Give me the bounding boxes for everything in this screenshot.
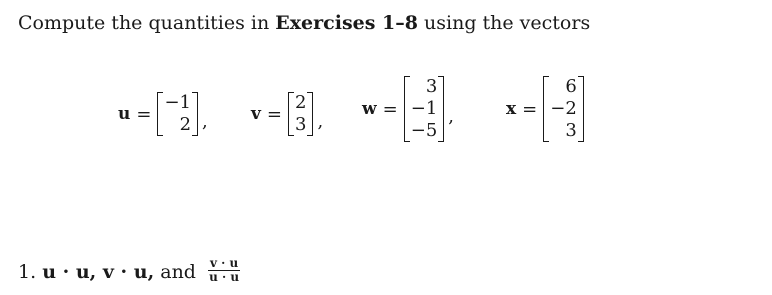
vector-x-name: x — [506, 99, 517, 119]
exercise-number: 1. — [18, 261, 37, 283]
vector-u-name: u — [118, 104, 131, 124]
vector-x-equals: = — [522, 98, 538, 120]
vector-x-entry-1: 6 — [565, 76, 577, 97]
vector-w-comma: , — [448, 105, 455, 127]
vector-v-comma: , — [317, 110, 324, 132]
exercise-intro — [18, 12, 590, 34]
vector-definitions — [0, 76, 772, 186]
vector-x — [506, 76, 584, 142]
vector-u-comma: , — [202, 110, 208, 132]
vector-u — [118, 92, 208, 136]
fraction-denominator: u · u — [209, 270, 240, 284]
vector-w-matrix — [404, 76, 445, 142]
vector-v — [251, 92, 323, 136]
intro-suffix: using the vectors — [417, 12, 591, 34]
vector-x-matrix — [543, 76, 584, 142]
vector-v-equals: = — [266, 103, 282, 125]
vector-u-matrix — [157, 92, 198, 136]
exercise-dot-products: u · u, v · u, — [42, 261, 155, 283]
vector-u-entry-2: 2 — [179, 114, 192, 135]
vector-w-entry-1: 3 — [425, 76, 438, 97]
exercise-1 — [18, 258, 240, 286]
vector-v-entry-2: 3 — [294, 114, 307, 135]
intro-prefix: Compute the quantities in — [18, 12, 276, 34]
intro-exercises-range: Exercises 1–8 — [275, 12, 418, 34]
vector-w-name: w — [362, 99, 377, 119]
vector-v-entry-1: 2 — [294, 92, 307, 113]
vector-w-entry-2: −1 — [410, 98, 438, 119]
vector-u-entry-1: −1 — [164, 92, 192, 113]
vector-x-entry-3: 3 — [565, 120, 577, 141]
vector-u-equals: = — [136, 103, 152, 125]
exercise-and: and — [154, 261, 203, 283]
fraction-numerator: v · u — [210, 256, 239, 270]
vector-w-entry-3: −5 — [410, 120, 438, 141]
vector-x-entry-2: −2 — [550, 98, 577, 119]
vector-v-name: v — [251, 104, 261, 124]
exercise-fraction — [208, 256, 240, 284]
vector-w-equals: = — [382, 98, 398, 120]
vector-v-matrix — [288, 92, 313, 136]
vector-w — [362, 76, 454, 142]
